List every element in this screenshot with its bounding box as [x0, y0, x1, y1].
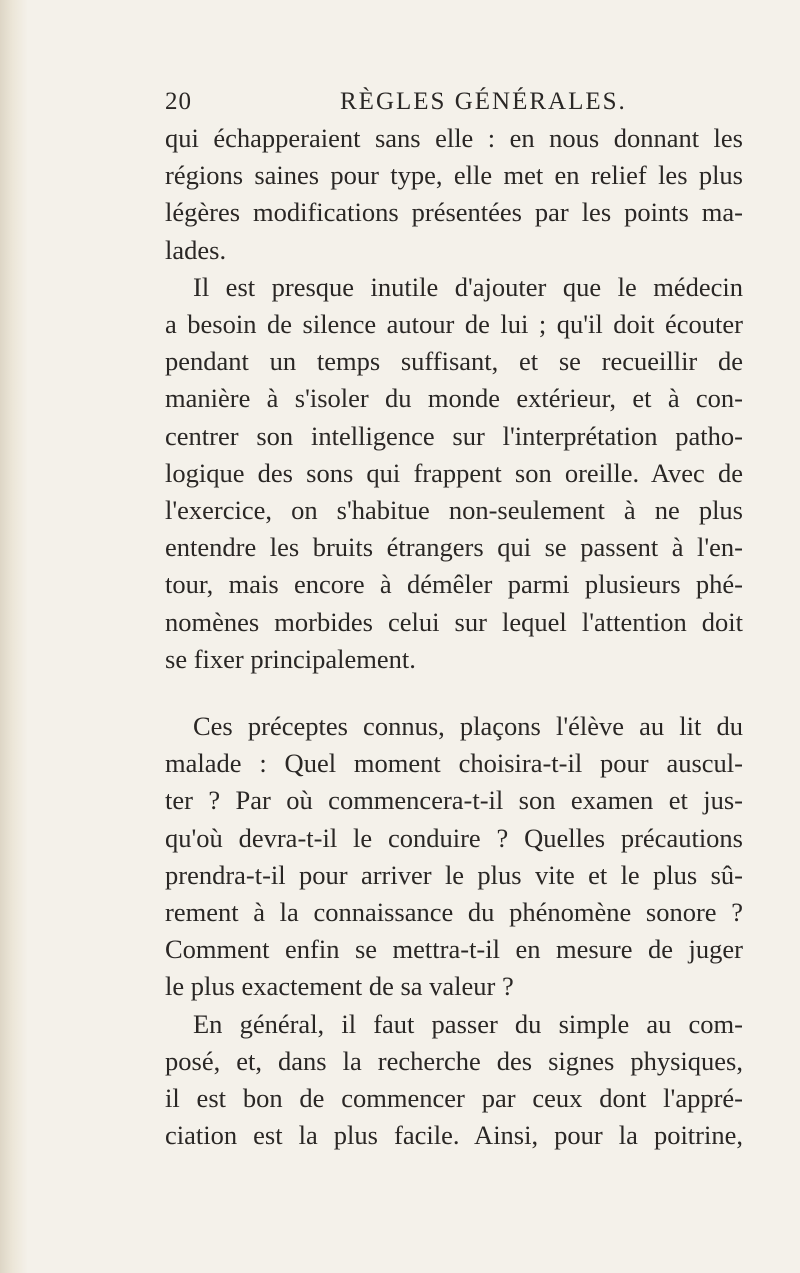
text-line: prendra-t-il pour arriver le plus vite et le plus sû- — [165, 859, 743, 890]
text-line: pendant un temps suffisant, et se recueillir de — [165, 346, 743, 377]
text-line: manière à s'isoler du monde extérieur, et à con- — [165, 383, 743, 414]
text-line: qui échapperaient sans elle : en nous donnant les — [165, 123, 743, 153]
paragraph-gap — [165, 678, 743, 708]
text-line: l'exercice, on s'habitue non-seulement à ne plus — [165, 495, 743, 526]
page-edge-shadow — [0, 0, 28, 1273]
text-line: Ces préceptes connus, plaçons l'élève au lit du — [193, 711, 743, 742]
text-line: entendre les bruits étrangers qui se passent à l'en- — [165, 532, 743, 563]
running-title: RÈGLES GÉNÉRALES. — [340, 88, 627, 115]
text-line: Comment enfin se mettra-t-il en mesure de juger — [165, 934, 743, 965]
paragraph-1 — [165, 120, 743, 269]
text-line: légères modifications présentées par les points ma- — [165, 197, 743, 228]
text-line: malade : Quel moment choisira-t-il pour auscul- — [165, 748, 743, 779]
paragraph-3 — [165, 708, 743, 1006]
text-line: lades. — [165, 234, 227, 265]
book-page — [165, 80, 743, 1154]
running-head — [165, 80, 743, 120]
text-line: rement à la connaissance du phénomène sonore ? — [165, 897, 743, 928]
text-line: centrer son intelligence sur l'interprétation patho- — [165, 420, 743, 451]
text-line: le plus exactement de sa valeur ? — [165, 971, 514, 1002]
paragraph-2 — [165, 269, 743, 678]
paragraph-4 — [165, 1006, 743, 1155]
text-line: ter ? Par où commencera-t-il son examen et jus- — [165, 785, 743, 816]
text-line: tour, mais encore à démêler parmi plusieurs phé- — [165, 569, 743, 600]
text-line: En général, il faut passer du simple au com- — [193, 1008, 743, 1039]
text-line: ciation est la plus facile. Ainsi, pour la poitrine, — [165, 1120, 743, 1151]
text-line: a besoin de silence autour de lui ; qu'il doit écouter — [165, 309, 743, 340]
text-line: il est bon de commencer par ceux dont l'appré- — [165, 1083, 743, 1114]
text-line: se fixer principalement. — [165, 643, 416, 674]
text-line: logique des sons qui frappent son oreille. Avec de — [165, 457, 743, 488]
text-line: Il est presque inutile d'ajouter que le médecin — [193, 271, 743, 302]
text-line: posé, et, dans la recherche des signes physiques, — [165, 1045, 743, 1076]
text-line: régions saines pour type, elle met en relief les plus — [165, 160, 743, 191]
page-number: 20 — [165, 88, 192, 115]
text-line: nomènes morbides celui sur lequel l'attention doit — [165, 606, 743, 637]
text-line: qu'où devra-t-il le conduire ? Quelles précautions — [165, 822, 743, 853]
